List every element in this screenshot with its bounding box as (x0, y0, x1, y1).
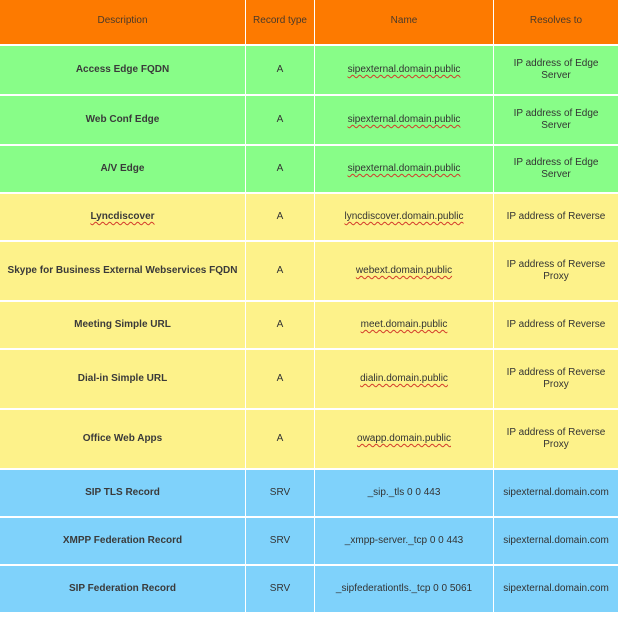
cell-description: Access Edge FQDN (0, 46, 246, 96)
cell-name-text: lyncdiscover.domain.public (344, 211, 464, 222)
cell-name (315, 146, 494, 194)
cell-record-type: SRV (246, 566, 315, 614)
cell-resolves-to: IP address of Edge Server (494, 146, 619, 194)
cell-name (315, 46, 494, 96)
cell-description-text: Lyncdiscover (90, 211, 155, 222)
cell-resolves-to: IP address of Edge Server (494, 46, 619, 96)
cell-resolves-to: sipexternal.domain.com (494, 518, 619, 566)
cell-name-text: sipexternal.domain.public (347, 64, 461, 75)
table-row (0, 146, 619, 194)
cell-record-type: SRV (246, 518, 315, 566)
table-row (0, 470, 619, 518)
table-row (0, 350, 619, 410)
cell-name-text: sipexternal.domain.public (347, 114, 461, 125)
cell-record-type: A (246, 194, 315, 242)
cell-record-type: A (246, 146, 315, 194)
table-row (0, 242, 619, 302)
table-row (0, 46, 619, 96)
cell-description: Meeting Simple URL (0, 302, 246, 350)
cell-resolves-to: IP address of Edge Server (494, 96, 619, 146)
cell-description: XMPP Federation Record (0, 518, 246, 566)
cell-name-text: webext.domain.public (355, 265, 453, 276)
table-row (0, 302, 619, 350)
header-row (0, 0, 619, 46)
cell-name (315, 302, 494, 350)
cell-resolves-to: IP address of Reverse Proxy (494, 242, 619, 302)
cell-description: SIP TLS Record (0, 470, 246, 518)
cell-resolves-to: IP address of Reverse (494, 302, 619, 350)
cell-description (0, 194, 246, 242)
cell-name: _sip._tls 0 0 443 (315, 470, 494, 518)
header-name: Name (315, 0, 494, 46)
cell-description: Dial-in Simple URL (0, 350, 246, 410)
cell-name-text: owapp.domain.public (357, 433, 451, 444)
cell-name (315, 242, 494, 302)
cell-name (315, 194, 494, 242)
cell-record-type: A (246, 46, 315, 96)
cell-description: SIP Federation Record (0, 566, 246, 614)
cell-resolves-to: IP address of Reverse (494, 194, 619, 242)
cell-name (315, 410, 494, 470)
table-row (0, 194, 619, 242)
cell-record-type: A (246, 242, 315, 302)
cell-name (315, 96, 494, 146)
header-resolves-to: Resolves to (494, 0, 619, 46)
cell-resolves-to: IP address of Reverse Proxy (494, 410, 619, 470)
header-description: Description (0, 0, 246, 46)
cell-name-text: sipexternal.domain.public (347, 163, 461, 174)
cell-description: Web Conf Edge (0, 96, 246, 146)
cell-name: _sipfederationtls._tcp 0 0 5061 (315, 566, 494, 614)
cell-description: Office Web Apps (0, 410, 246, 470)
cell-record-type: A (246, 410, 315, 470)
cell-record-type: A (246, 96, 315, 146)
cell-name (315, 350, 494, 410)
cell-name-text: meet.domain.public (360, 319, 448, 330)
cell-resolves-to: sipexternal.domain.com (494, 470, 619, 518)
table-row (0, 96, 619, 146)
header-record-type: Record type (246, 0, 315, 46)
cell-resolves-to: IP address of Reverse Proxy (494, 350, 619, 410)
cell-description: A/V Edge (0, 146, 246, 194)
table-row (0, 566, 619, 614)
cell-name: _xmpp-server._tcp 0 0 443 (315, 518, 494, 566)
cell-name-text: dialin.domain.public (360, 373, 448, 384)
table-row (0, 518, 619, 566)
cell-description: Skype for Business External Webservices FQDN (0, 242, 246, 302)
cell-resolves-to: sipexternal.domain.com (494, 566, 619, 614)
cell-record-type: A (246, 302, 315, 350)
cell-record-type: A (246, 350, 315, 410)
cell-record-type: SRV (246, 470, 315, 518)
table-row (0, 410, 619, 470)
